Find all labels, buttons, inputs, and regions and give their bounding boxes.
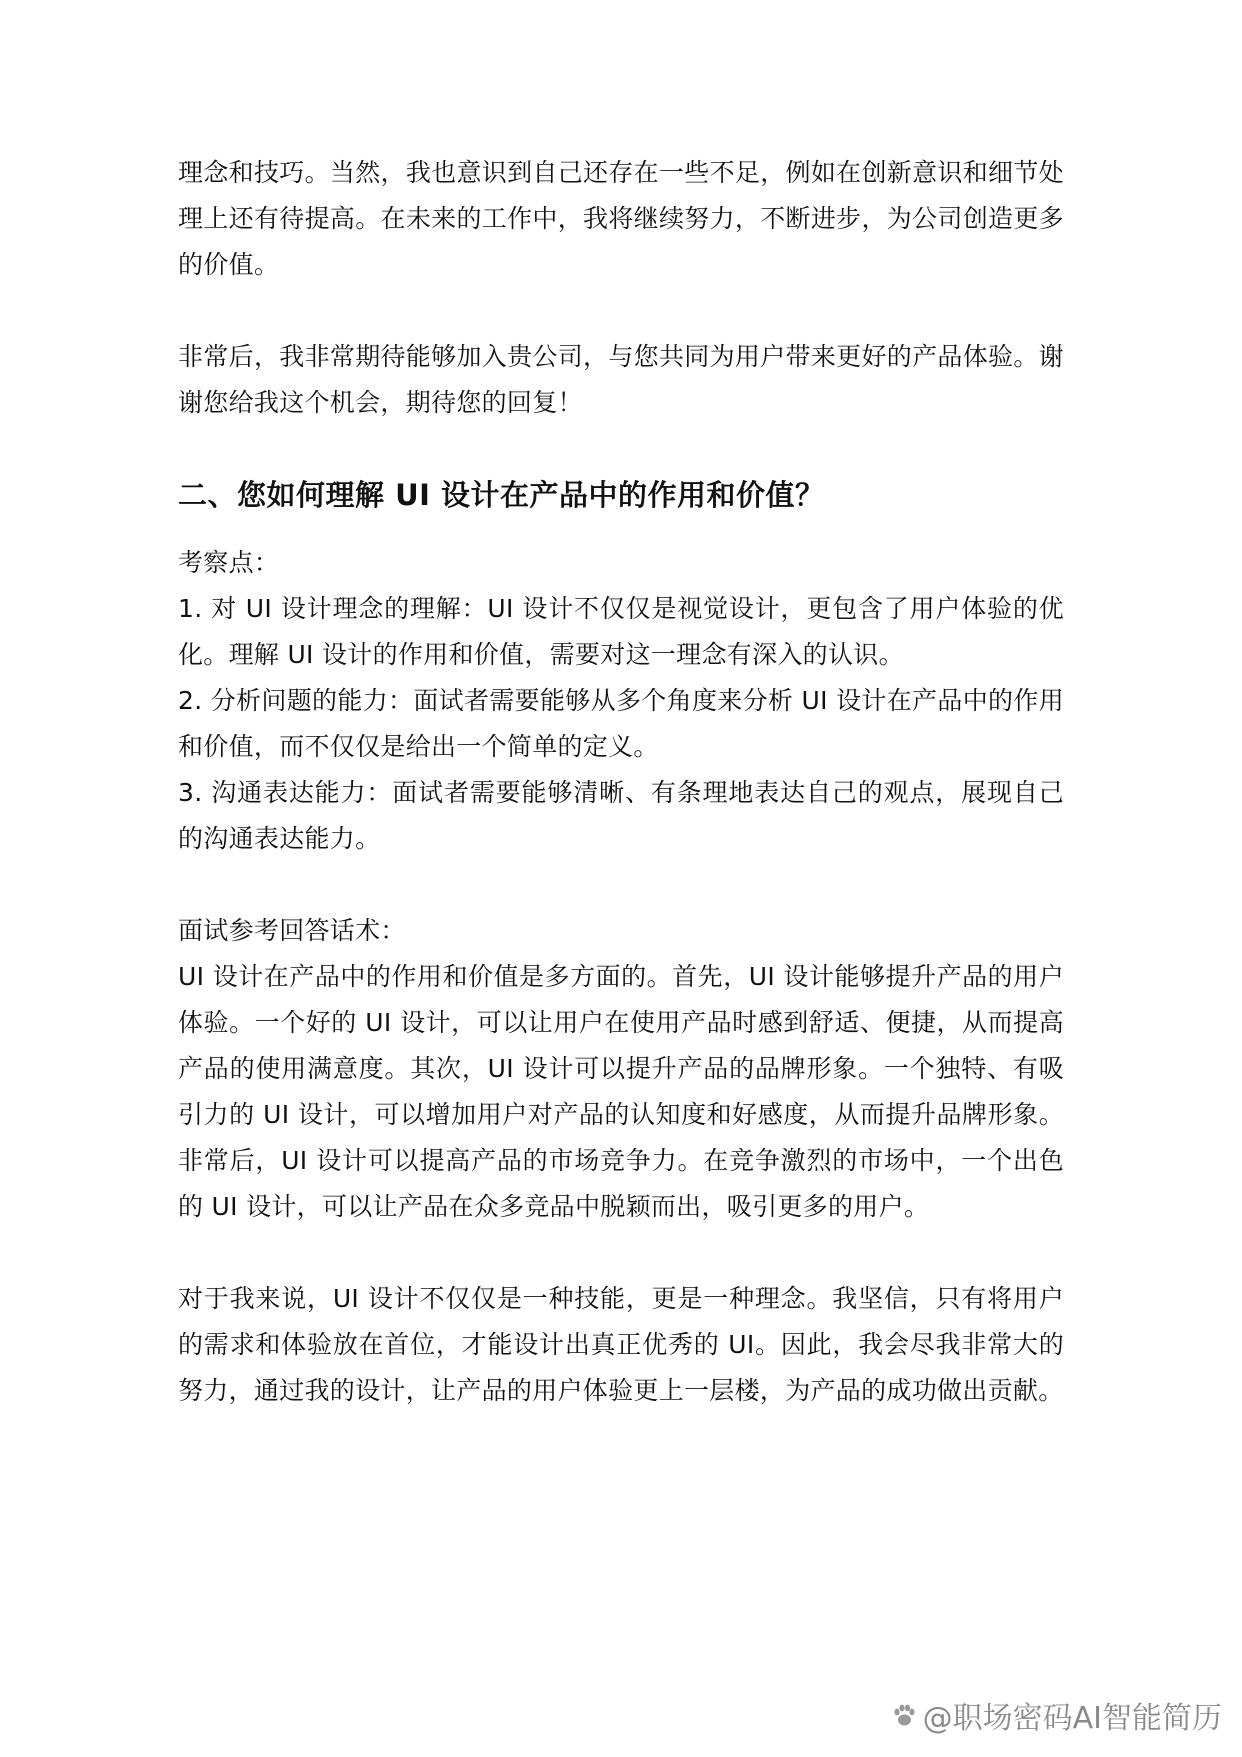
document-page — [178, 150, 1064, 1460]
paragraph-values: 理念和技巧。当然，我也意识到自己还存在一些不足，例如在创新意识和细节处理上还有待提高。在未来的工作中，我将继续努力，不断进步，为公司创造更多的价值。 — [178, 158, 1064, 279]
paragraph-closing: 非常后，我非常期待能够加入贵公司，与您共同为用户带来更好的产品体验。谢谢您给我这个机会，期待您的回复！ — [178, 342, 1064, 417]
paw-icon — [891, 1702, 917, 1728]
exam-point-1: 1. 对 UI 设计理念的理解：UI 设计不仅仅是视觉设计，更包含了用户体验的优化。理解 UI 设计的作用和价值，需要对这一理念有深入的认识。 — [178, 594, 1064, 669]
exam-point-2: 2. 分析问题的能力：面试者需要能够从多个角度来分析 UI 设计在产品中的作用和价值，而不仅仅是给出一个简单的定义。 — [178, 686, 1064, 761]
section-heading: 二、您如何理解 UI 设计在产品中的作用和价值？ — [178, 478, 825, 512]
watermark-text: @职场密码AI智能简历 — [922, 1701, 1222, 1736]
watermark — [891, 1693, 1222, 1737]
exam-point-3: 3. 沟通表达能力：面试者需要能够清晰、有条理地表达自己的观点，展现自己的沟通表达能力。 — [178, 778, 1064, 853]
spacer — [178, 862, 1064, 908]
answer-paragraph-1: UI 设计在产品中的作用和价值是多方面的。首先，UI 设计能够提升产品的用户体验。一个好的 UI 设计，可以让用户在使用产品时感到舒适、便捷，从而提高产品的使用满意度。其次，UI 设计可以提升产品的品牌形象。一个独特、有吸引力的 UI 设计，可以增加用户对产品的认知度和好感度，从而提升品牌形象。非常后，UI 设计可以提高产品的市场竞争力。在竞争激烈的市场中，一个出色的 UI 设计，可以让产品在众多竞品中脱颖而出，吸引更多的用户。 — [178, 962, 1064, 1221]
exam-label: 考察点： — [178, 548, 280, 577]
answer-label: 面试参考回答话术： — [178, 916, 406, 945]
answer-paragraph-2: 对于我来说，UI 设计不仅仅是一种技能，更是一种理念。我坚信，只有将用户的需求和体验放在首位，才能设计出真正优秀的 UI。因此，我会尽我非常大的努力，通过我的设计，让产品的用户体验更上一层楼，为产品的成功做出贡献。 — [178, 1284, 1064, 1405]
